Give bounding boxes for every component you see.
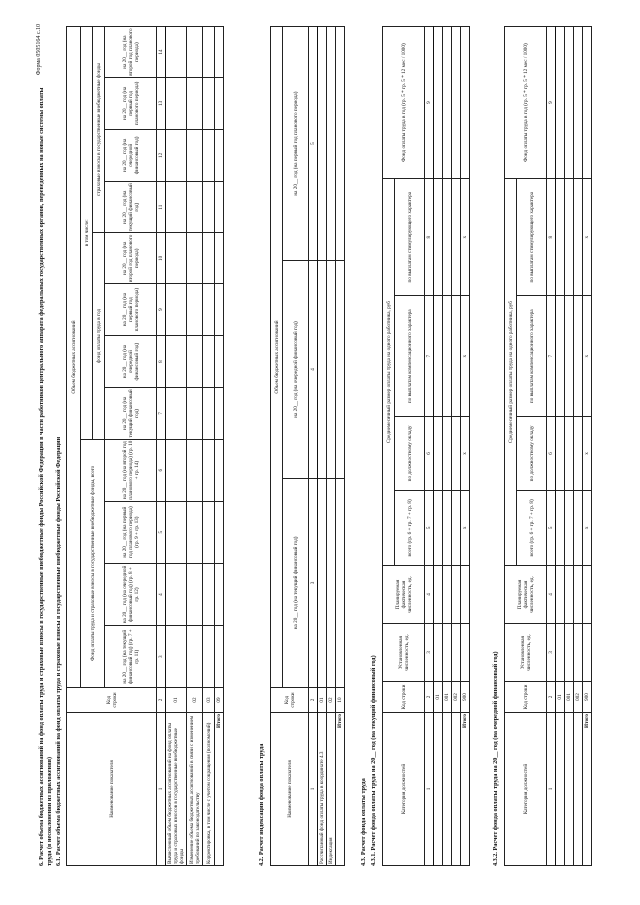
col-number: 10: [157, 233, 166, 284]
col-header: на 20__ год (на второй год планового периода): [105, 233, 157, 284]
including-header: в том числе:: [81, 27, 93, 440]
col-number: 7: [157, 388, 166, 439]
x-mark: x: [583, 490, 592, 565]
x-mark: x: [461, 179, 470, 296]
col-header: по должностному окладу: [395, 417, 425, 491]
col-header: всего (гр. 6 + гр. 7 + гр. 8): [395, 490, 425, 565]
col-header: на 20__ год (на текущий финансовый год): [105, 182, 157, 233]
col-number: 8: [425, 179, 434, 296]
col-code-header: Код строки: [271, 688, 309, 713]
col-number: 11: [157, 182, 166, 233]
col-number: 13: [157, 78, 166, 129]
col-number: 4: [157, 563, 166, 626]
row-name: Корректировка, в том числе с учетом сокращения (полномочий): [203, 713, 215, 866]
col-staff-header: Установленная численность, ед.: [505, 624, 547, 682]
avg-header: Среднемесячный размер оплаты труда на одного работника, руб: [383, 179, 395, 566]
col-header: на 20__ год (на первый год планового периода): [105, 284, 157, 335]
payroll-table-next: [504, 26, 592, 866]
section-4-3-1-title: 4.3.1. Расчет фонда оплаты труда на 20__ год (на текущий финансовый год): [370, 655, 377, 866]
col-category-header: Категория должностей: [505, 713, 547, 866]
col-code-header: Код строки: [383, 682, 425, 713]
col-fund-header: Фонд оплаты труда в год (гр. 5 * гр. 5 * 12 мес / 1000): [383, 27, 425, 179]
budget-table: [66, 26, 224, 866]
col-number: 2: [157, 688, 166, 713]
col-number: 1: [425, 713, 434, 866]
col-number: 4: [547, 566, 556, 624]
row-code: 01: [166, 688, 187, 713]
total-code: 09: [215, 688, 224, 713]
col-number: 14: [157, 27, 166, 78]
total-label: Итого: [215, 713, 224, 866]
col-fund-header: Фонд оплаты труда в год (гр. 5 * гр. 5 * 12 мес / 1000): [505, 27, 547, 179]
section-4-3-2-title: 4.3.2. Расчет фонда оплаты труда на 20__ год (на очередной финансовый год): [492, 651, 499, 866]
section-4-2-title: 4.2. Расчет индексации фонда оплаты труда: [258, 743, 265, 866]
col-number: 2: [547, 682, 556, 713]
col-number: 5: [425, 490, 434, 565]
volume-header: Объем бюджетных ассигнований: [67, 27, 81, 688]
x-mark: x: [583, 417, 592, 491]
total-label: Итого: [336, 713, 345, 866]
x-mark: x: [583, 296, 592, 417]
row-code: 02: [327, 688, 336, 713]
row-code: 01: [318, 688, 327, 713]
x-mark: x: [461, 296, 470, 417]
col-header: на 20__ год (на очередной финансовый год): [105, 335, 157, 387]
col-number: 9: [157, 284, 166, 335]
col-header: по выплатам стимулирующего характера: [517, 179, 547, 296]
col-code-header: Код строки: [505, 682, 547, 713]
col-header: на 20__ год (на второй год планового периода): [105, 27, 157, 78]
col-name-header: Наименование показателя: [271, 713, 309, 866]
group-a-header: Фонд оплаты труда и страховые взносы в государственные внебюджетные фонды, всего: [81, 439, 105, 687]
rotated-sheet: [30, 18, 630, 878]
col-header: по должностному окладу: [517, 417, 547, 491]
col-number: 9: [547, 27, 556, 179]
col-number: 1: [547, 713, 556, 866]
section-4-3-title: 4.3. Расчет фонда оплаты труда: [360, 778, 367, 866]
indexation-table: [270, 26, 345, 866]
col-number: 5: [309, 27, 318, 261]
row-name: Вычисленный объем бюджетных ассигнований на фонд оплаты труда и страховых взносов в государственные внебюджетные фонды: [166, 713, 187, 866]
col-header: по выплатам компенсационного характера: [517, 296, 547, 417]
col-number: 8: [157, 335, 166, 387]
col-planned-header: Планируемая фактическая численность, ед.: [505, 566, 547, 624]
col-number: 2: [425, 682, 434, 713]
col-number: 3: [309, 478, 318, 687]
section-6-title: 6. Расчет объема бюджетных ассигнований на фонд оплаты труда и страховые взносы в государственные внебюджетные фонды Российской Федерации в части работников центрального аппарата федеральных государственных органов, переведенных на новые системы оплаты труда (в несоклонении из приложения): [38, 87, 53, 866]
avg-header: Среднемесячный размер оплаты труда на одного работника, руб: [505, 179, 517, 566]
col-number: 12: [157, 129, 166, 181]
row-name: Рассчитанный фонд оплаты труда в координате 4.3: [318, 713, 327, 866]
x-mark: x: [461, 417, 470, 491]
col-number: 1: [157, 713, 166, 866]
col-number: 1: [309, 713, 318, 866]
col-number: 9: [425, 27, 434, 179]
total-code: 10: [336, 688, 345, 713]
col-header: всего (гр. 6 + гр. 7 + гр. 8): [517, 490, 547, 565]
section-6-1-title: 6.1. Расчет объема бюджетных ассигнований на фонд оплаты труда и страховые взносы в государственные внебюджетные фонды Российской Федерации: [55, 436, 62, 866]
row-code: 001: [565, 682, 574, 713]
col-number: 6: [425, 417, 434, 491]
col-name-header: Наименование показателя: [67, 713, 157, 866]
col-number: 6: [157, 439, 166, 501]
col-category-header: Категория должностей: [383, 713, 425, 866]
total-code: 900: [461, 682, 470, 713]
col-header: на 20__ год (на очередной финансовый год) (гр. 8 + гр. 12): [105, 563, 157, 626]
col-header: на 20__ год (на первый год планового периода) (гр. 9 + гр. 13): [105, 501, 157, 563]
col-number: 2: [309, 688, 318, 713]
row-name: Изменение объема бюджетных ассигнований в связи с изменением требований по законодательству: [187, 713, 203, 866]
col-header: по выплатам компенсационного характера: [395, 296, 425, 417]
col-number: 7: [547, 296, 556, 417]
row-code: 002: [574, 682, 583, 713]
col-number: 7: [425, 296, 434, 417]
col-header: по выплатам стимулирующего характера: [395, 179, 425, 296]
total-code: 900: [583, 682, 592, 713]
col-code-header: Код строки: [67, 688, 157, 713]
col-header: на 20__ год (на второй год планового периода) (гр. 10 + гр. 14): [105, 439, 157, 501]
col-number: 5: [547, 490, 556, 565]
col-header: на 20__ год (на первый год планового периода): [283, 27, 309, 261]
x-mark: x: [583, 179, 592, 296]
row-code: 02: [187, 688, 203, 713]
col-header: на 20__ год (на текущий финансовый год): [105, 388, 157, 439]
col-header: на 20__ год (на текущий финансовый год) (гр. 7 + гр. 11): [105, 626, 157, 688]
row-code: 001: [443, 682, 452, 713]
row-name: Индексация: [327, 713, 336, 866]
col-number: 3: [425, 624, 434, 682]
total-label: Итого: [461, 713, 470, 866]
col-header: на 20__ год (на первый год планового периода): [105, 78, 157, 129]
col-number: 5: [157, 501, 166, 563]
col-header: на 20__ год (на очередной финансовый год): [105, 129, 157, 181]
col-number: 8: [547, 179, 556, 296]
form-code: Форма 0505164 с.10: [36, 24, 42, 76]
fot-header: фонд оплаты труда в год: [93, 233, 105, 439]
col-planned-header: Планируемая фактическая численность, ед.: [383, 566, 425, 624]
row-code: 03: [203, 688, 215, 713]
col-staff-header: Установленная численность, ед.: [383, 624, 425, 682]
total-label: Итого: [583, 713, 592, 866]
col-number: 4: [425, 566, 434, 624]
col-header: на 20__ год (на текущий финансовый год): [283, 478, 309, 687]
col-number: 6: [547, 417, 556, 491]
row-code: 01: [556, 682, 565, 713]
col-number: 3: [547, 624, 556, 682]
col-header: на 20__ год (на очередной финансовый год): [283, 261, 309, 479]
insurance-header: страховые взносы в государственные внебюджетные фонды: [93, 27, 105, 233]
row-code: 002: [452, 682, 461, 713]
volume-header: Объем бюджетных ассигнований: [271, 27, 283, 688]
col-number: 4: [309, 261, 318, 479]
x-mark: x: [461, 490, 470, 565]
row-code: 01: [434, 682, 443, 713]
col-number: 3: [157, 626, 166, 688]
payroll-table-current: [382, 26, 470, 866]
